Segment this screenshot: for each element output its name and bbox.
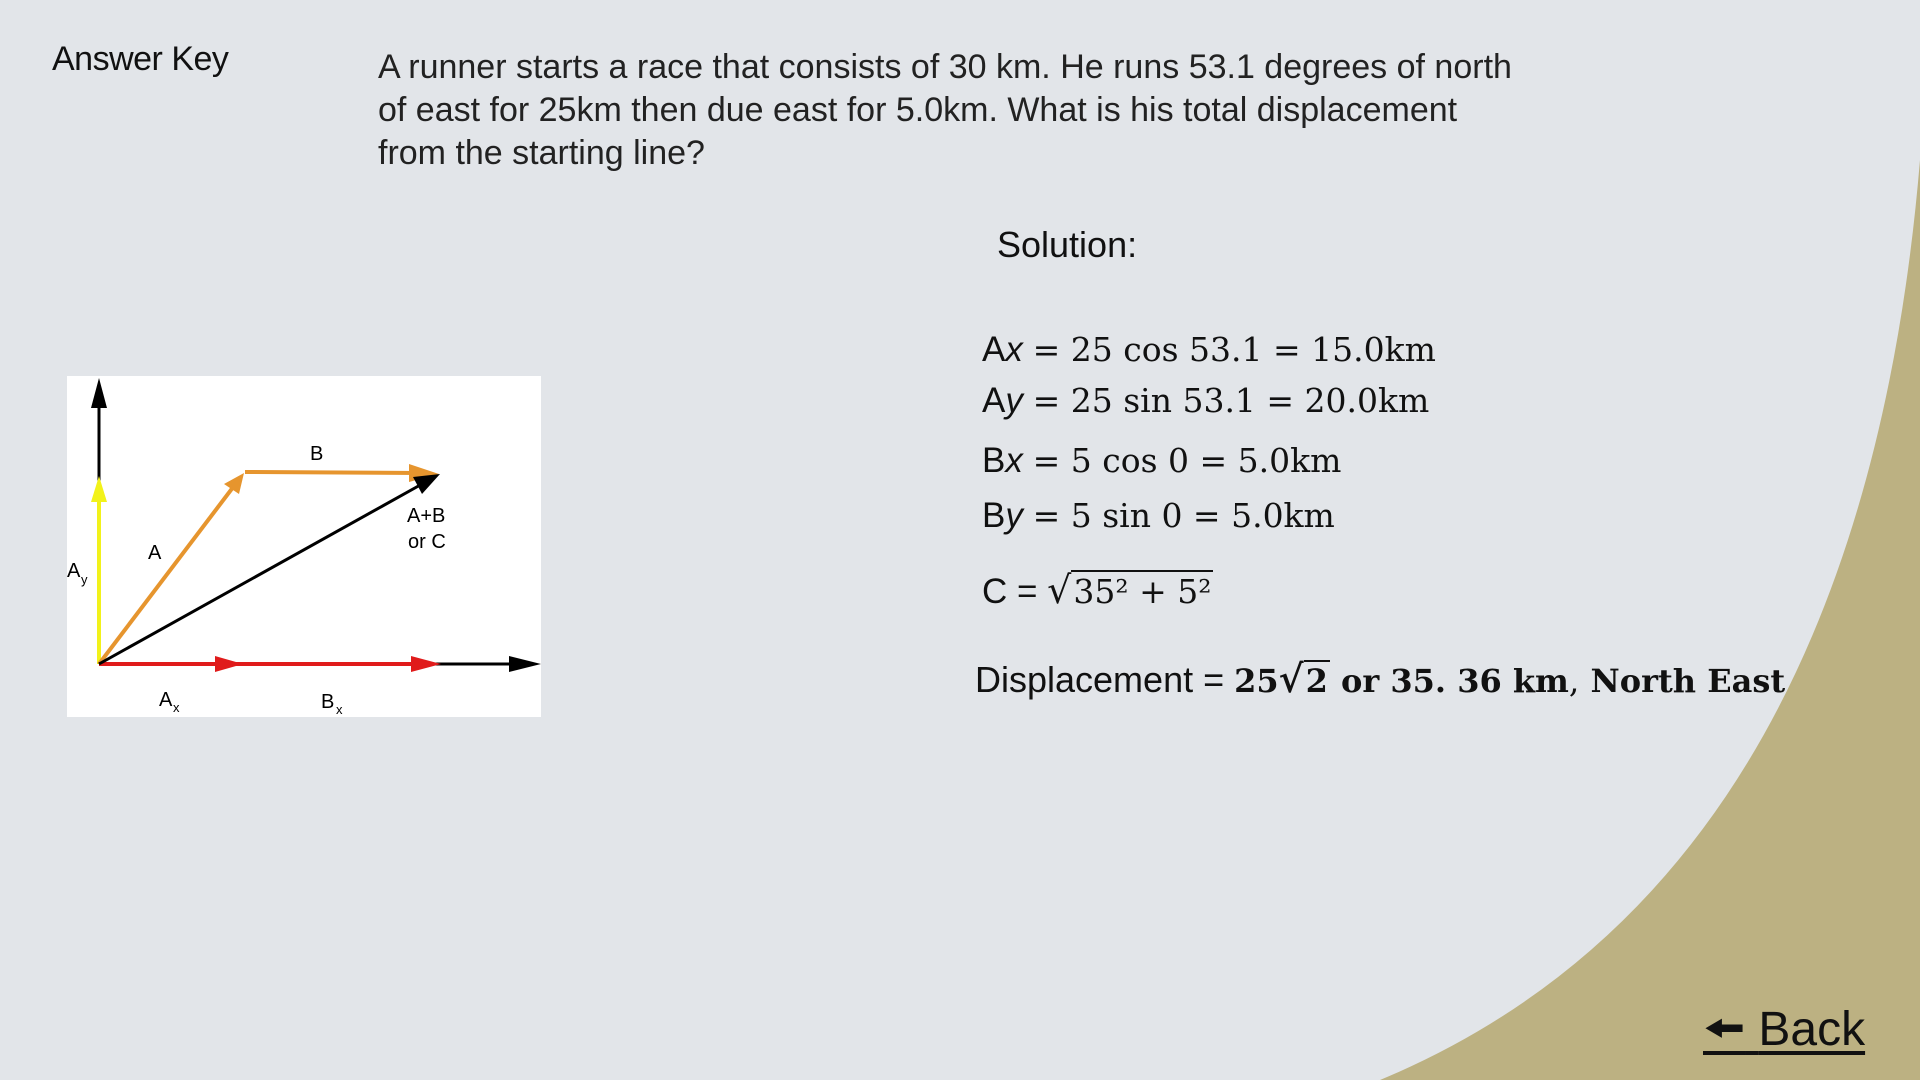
question-text: A runner starts a race that consists of 30 km. He runs 53.1 degrees of north of east for 25km then due east for 5.0km. What is his total displacement from the starting line? (378, 48, 1512, 172)
vector-diagram (67, 376, 541, 717)
vector-c-arrowhead (413, 474, 440, 494)
equation-c: C = √35² + 5² (982, 568, 1212, 612)
equation-bx: Bx = 5 cos 0 = 5.0km (982, 441, 1342, 480)
label-ay-sub: y (81, 572, 88, 587)
label-a: A (148, 542, 162, 564)
y-axis-arrowhead (91, 378, 107, 408)
label-ax-sub: x (173, 700, 180, 715)
vector-c (99, 484, 422, 664)
back-label: Back (1758, 1003, 1866, 1056)
label-b: B (310, 443, 324, 465)
left-arrow-icon: 🠘 (1703, 1003, 1746, 1056)
displacement-answer: Displacement = 25√2 or 35. 36 km, North East (975, 656, 1786, 701)
equation-ax: Ax = 25 cos 53.1 = 15.0km (982, 330, 1436, 369)
x-axis-arrowhead (509, 656, 541, 672)
label-bx-sub: x (336, 702, 343, 717)
vector-diagram-svg (67, 376, 541, 717)
vector-a (99, 482, 237, 664)
label-ay: A (67, 560, 81, 582)
vector-ax-arrowhead (215, 656, 243, 672)
label-bx: B (321, 691, 335, 713)
back-button[interactable] (1703, 995, 1865, 1076)
page-title: Answer Key (52, 40, 229, 78)
label-sum: A+B (407, 505, 446, 527)
square-root: √35² + 5² (1047, 568, 1212, 612)
vector-ay-arrowhead (91, 476, 107, 502)
vector-a-arrowhead (224, 473, 244, 494)
solution-title: Solution: (997, 224, 1138, 265)
vector-b (245, 472, 419, 473)
label-ax: A (159, 689, 173, 711)
equation-ay: Ay = 25 sin 53.1 = 20.0km (982, 381, 1430, 420)
vector-bx-arrowhead (411, 656, 441, 672)
label-or-c: or C (408, 531, 446, 553)
equation-by: By = 5 sin 0 = 5.0km (982, 496, 1335, 535)
square-root: √2 (1278, 656, 1328, 701)
